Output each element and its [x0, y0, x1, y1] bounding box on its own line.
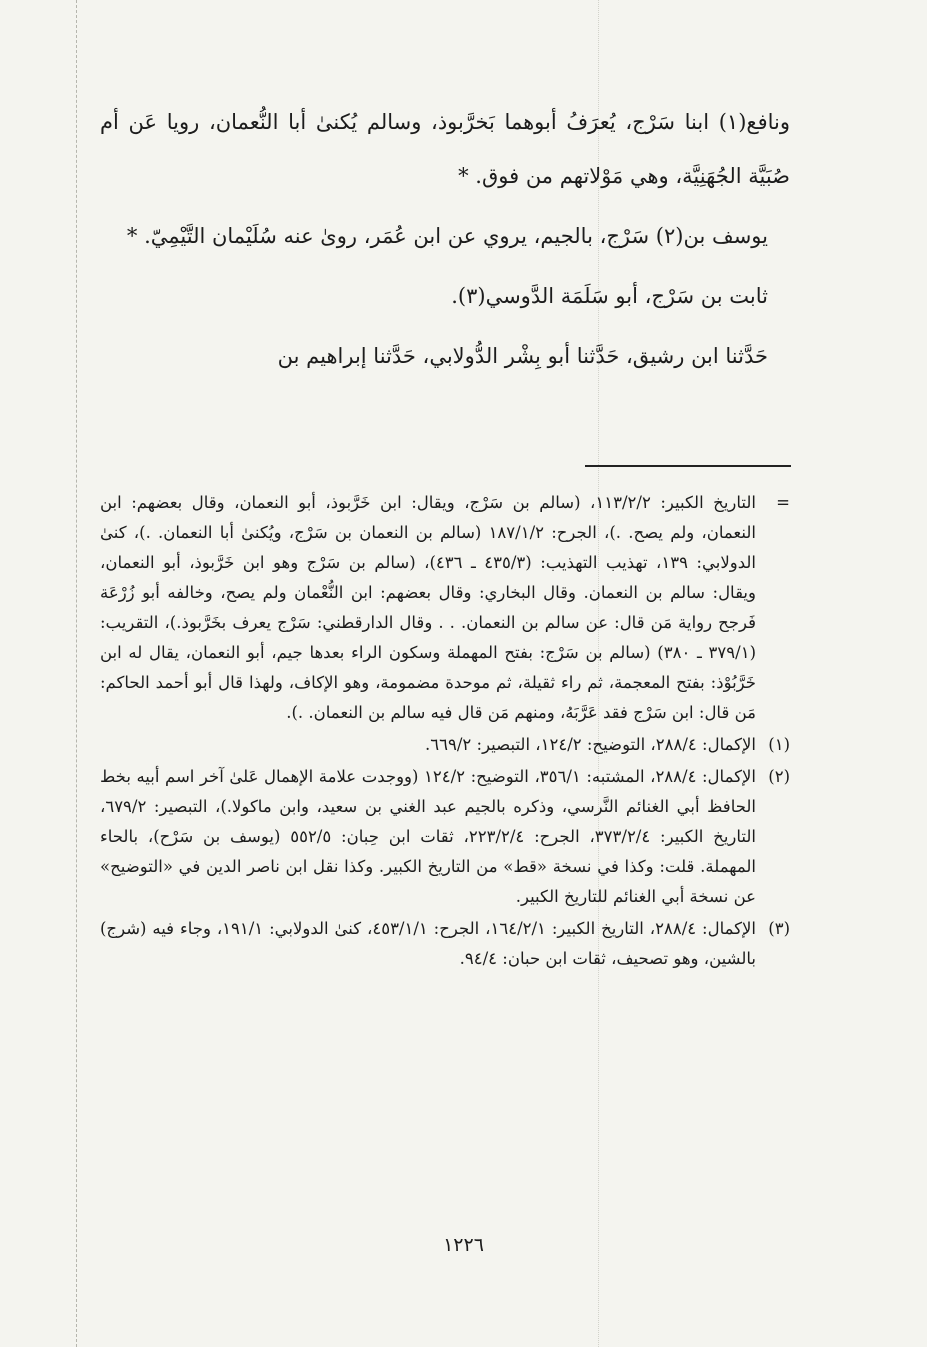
- paragraph-yusuf: يوسف بن(٢) سَرْج، بالجيم، يروي عن ابن عُمَر، روىٰ عنه سُلَيْمان التَّيْمِيّ. *: [126, 224, 768, 248]
- paragraph-nafi: ونافع(١) ابنا سَرْج، يُعرَفُ أبوهما بَخرَّبوذ، وسالم يُكنىٰ أبا النُّعمان، رويا عَن أم صُبَيَّة الجُهَنِيَّة، وهي مَوْلاتهم من فوق. *: [100, 110, 790, 188]
- footnote-marker: (٣): [768, 919, 790, 938]
- footnote-2: [100, 762, 790, 912]
- footnote-marker: (١): [768, 735, 790, 754]
- main-text: [100, 95, 790, 389]
- footnotes: [100, 488, 790, 976]
- footnote-text: الإكمال: ٢٨٨/٤، التاريخ الكبير: ١٦٤/٢/١، الجرح: ٤٥٣/١/١، كنىٰ الدولابي: ١٩١/١، وجاء فيه (شرج) بالشين، وهو تصحيف، ثقات ابن حبان: ٩٤/٤.: [100, 919, 757, 968]
- footnote-separator: [585, 465, 791, 467]
- footnote-marker: (٢): [768, 767, 790, 786]
- scan-margin-line: [76, 0, 77, 1347]
- footnote-text: الإكمال: ٢٨٨/٤، المشتبه: ٣٥٦/١، التوضيح: ١٢٤/٢ (ووجدت علامة الإهمال عَلىٰ آخر اسم أبيه بخط الحافظ أبي الغنائم النَّرسي، وذكره بالجيم عبد الغني بن سعيد، وابن ماكولا.)، التبصير: ٦٧٩/٢، التاريخ الكبير: ٣٧٣/٢/٤، الجرح: ٢٢٣/٢/٤، ثقات ابن حِبان: ٥٥٢/٥ (يوسف بن سَرْح)، بالحاء المهملة. قلت: وكذا في نسخة «قط» من التاريخ الكبير. وكذا نقل ابن ناصر الدين في «التوضيح» عن نسخة أبي الغنائم للتاريخ الكبير.: [100, 767, 756, 906]
- footnote-text: الإكمال: ٢٨٨/٤، التوضيح: ١٢٤/٢، التبصير: ٦٦٩/٢.: [425, 735, 756, 754]
- footnote-continued: [100, 488, 790, 728]
- paragraph-thabit: ثابت بن سَرْج، أبو سَلَمَة الدَّوسي(٣).: [451, 284, 768, 308]
- footnote-marker: =: [776, 493, 790, 512]
- footnote-3: [100, 914, 790, 974]
- footnote-1: [100, 730, 790, 760]
- paragraph-isnad: حَدَّثنا ابن رشيق، حَدَّثنا أبو بِشْر الدُّولابي، حَدَّثنا إبراهيم بن: [277, 344, 768, 368]
- page-number: ١٢٢٦: [443, 1234, 484, 1256]
- footnote-text: التاريخ الكبير: ١١٣/٢/٢، (سالم بن سَرْج، ويقال: ابن خَرَّبوذ، أبو النعمان، وقال بعضهم: ابن النعمان، ولم يصح. .)، الجرح: ١٨٧/١/٢ (سالم بن النعمان بن سَرْج، ويُكنىٰ أبا النعمان. .)، كنىٰ الدولابي: ١٣٩، تهذيب التهذيب: (٤٣٥/٣ ـ ٤٣٦)، (سالم بن سَرْج وهو ابن خَرَّبوذ، أبو النعمان، ويقال: سالم بن النعمان. وقال البخاري: وقال بعضهم: ابن النُّعْمان ولم يصح، وخالفه أبو زُرْعَة فَرجح رواية مَن قال: عن سالم بن النعمان. . . وقال الدارقطني: سَرْج يعرف بخَرَّبوذ.)، التقريب: (٣٧٩/١ ـ ٣٨٠) (سالم بن سَرْج: بفتح المهملة وسكون الراء بعدها جيم، أبو النعمان، يقال له ابن خَرَّبُوْذ: بفتح المعجمة، ثم راء ثقيلة، ثم موحدة مضمومة، وهو الإكاف، ولهذا قال أبو أحمد الحاكم: مَن قال: ابن سَرْج فقد عَرَّبَهُ، ومنهم مَن قال فيه سالم بن النعمان. .).: [100, 493, 757, 722]
